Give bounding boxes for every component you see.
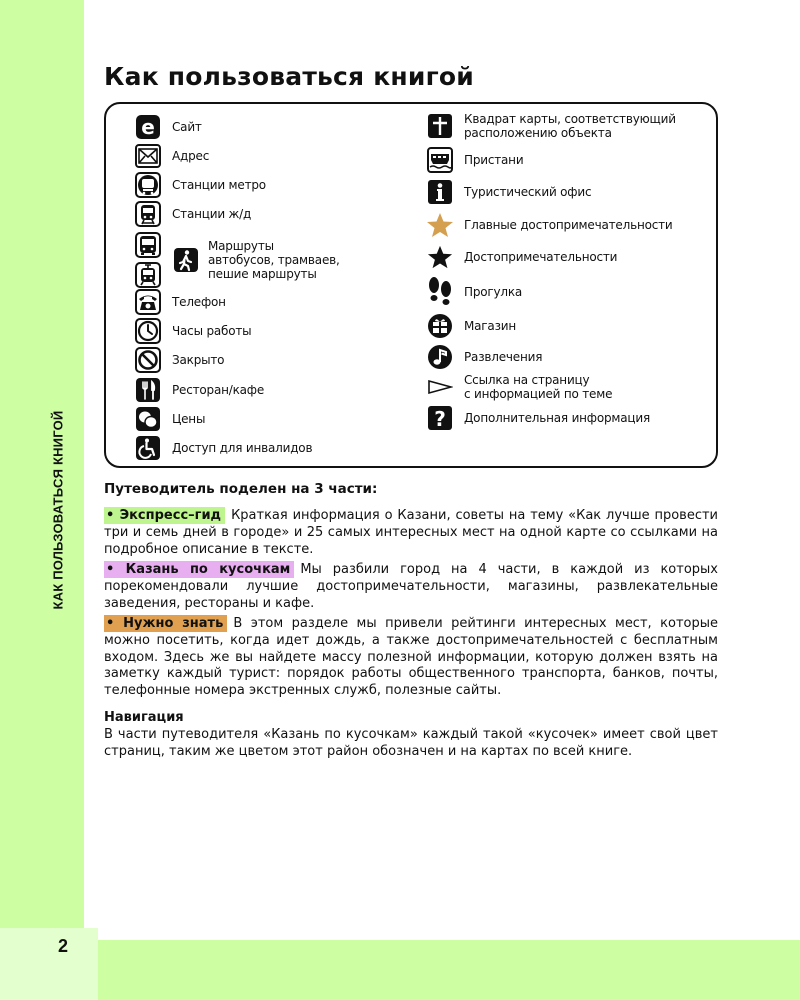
- section-tag: • Экспресс–гид: [104, 507, 225, 524]
- star-icon: [426, 244, 454, 270]
- legend-item-hours: [134, 318, 251, 344]
- clock-icon: [134, 318, 162, 344]
- legend-item-info: [426, 179, 591, 205]
- question-icon: [426, 405, 454, 431]
- legend-item-site: [134, 114, 202, 140]
- coins-icon: [134, 406, 162, 432]
- legend-label: Маршруты: [208, 239, 274, 253]
- map-square-icon: [426, 113, 454, 139]
- side-color-strip: [0, 0, 84, 1000]
- section-text: В этом разделе мы привели рейтинги интересных мест, которые можно посетить, когда идет дождь, а также достопримечательностей с бесплатным входом. Здесь же вы найдете массу полезной информации, которую должен взять на заметку каждый турист: порядок работы общественного транспорта, банков, почты, телефонные номера экстренных служб, полезные сайты.: [104, 616, 718, 699]
- legend-label: автобусов, трамваев,: [208, 253, 340, 267]
- legend-label: Развлечения: [464, 350, 543, 364]
- legend-label: Главные достопримечательности: [464, 218, 673, 232]
- legend-item-prices: [134, 406, 205, 432]
- legend-item-rail: [134, 201, 251, 227]
- legend-item-shop: [426, 313, 516, 339]
- tram-icon: [134, 261, 162, 289]
- legend-label: Телефон: [172, 295, 226, 309]
- guide-parts-heading: Путеводитель поделен на 3 части:: [104, 481, 378, 497]
- legend-item-closed: [134, 347, 224, 373]
- legend-label: Часы работы: [172, 324, 252, 338]
- bottom-color-band: [84, 940, 800, 1000]
- page-link-icon: [426, 374, 454, 400]
- section-kazan-pieces: [104, 562, 718, 612]
- legend-label: Прогулка: [464, 285, 523, 299]
- legend-item-entertainment: [426, 344, 542, 370]
- svg-text:?: ?: [434, 407, 446, 431]
- section-express-guide: [104, 508, 718, 558]
- legend-item-sights: [426, 244, 617, 270]
- music-note-icon: [426, 344, 454, 370]
- page-number: 2: [58, 936, 69, 956]
- legend-item-page-link: [426, 373, 612, 401]
- routes-icon: [134, 231, 162, 289]
- section-text: Краткая информация о Казани, советы на тему «Как лучше провести три и семь дней в городе» и 25 самых интересных мест на одной карте со ссылками на подробное описание в тексте.: [104, 508, 718, 557]
- side-section-title: КАК ПОЛЬЗОВАТЬСЯ КНИГОЙ: [50, 410, 66, 610]
- navigation-section: [104, 710, 718, 760]
- section-text: Мы разбили город на 4 части, в каждой из которых порекомендовали лучшие достопримечательности, магазины, развлекательные заведения, рестораны и кафе.: [104, 562, 718, 611]
- metro-train-icon: [134, 172, 162, 198]
- walking-icon: [172, 247, 200, 273]
- info-icon: [426, 179, 454, 205]
- legend-item-metro: [134, 172, 266, 198]
- legend-label: Сайт: [172, 120, 202, 134]
- legend-label: Магазин: [464, 319, 516, 333]
- legend-item-accessibility: [134, 435, 312, 461]
- legend-item-main-sights: [426, 212, 673, 238]
- rail-train-icon: [134, 201, 162, 227]
- legend-label: Цены: [172, 412, 206, 426]
- footprints-icon: [426, 276, 454, 308]
- icon-legend: [104, 102, 718, 468]
- legend-item-phone: [134, 289, 226, 315]
- navigation-text: В части путеводителя «Казань по кусочкам» каждый такой «кусочек» имеет свой цвет страниц, таким же цветом этот район обозначен и на картах по всей книге.: [104, 726, 718, 759]
- legend-label: Туристический офис: [464, 185, 592, 199]
- page-corner: [0, 928, 98, 1000]
- envelope-icon: [134, 143, 162, 169]
- legend-label: расположению объекта: [464, 126, 612, 140]
- legend-label: Ресторан/кафе: [172, 383, 265, 397]
- page-title: Как пользоваться книгой: [104, 62, 474, 91]
- legend-label: Адрес: [172, 149, 210, 163]
- navigation-title: Навигация: [104, 710, 184, 725]
- legend-label: Доступ для инвалидов: [172, 441, 313, 455]
- svg-text:e: e: [141, 115, 155, 139]
- closed-icon: [134, 347, 162, 373]
- legend-item-more-info: [426, 405, 650, 431]
- legend-label: Квадрат карты, соответствующий: [464, 112, 676, 126]
- legend-label: Закрыто: [172, 353, 225, 367]
- legend-item-routes: [134, 231, 340, 289]
- legend-item-pier: [426, 147, 523, 173]
- legend-item-restaurant: [134, 377, 264, 403]
- legend-label: Ссылка на страницу: [464, 373, 590, 387]
- gift-icon: [426, 313, 454, 339]
- legend-label: Станции метро: [172, 178, 266, 192]
- pier-icon: [426, 147, 454, 173]
- section-tag: • Нужно знать: [104, 615, 227, 632]
- telephone-icon: [134, 289, 162, 315]
- legend-item-walk: [426, 276, 522, 308]
- e-site-icon: [134, 114, 162, 140]
- section-need-to-know: [104, 616, 718, 700]
- legend-label: пешие маршруты: [208, 267, 317, 281]
- restaurant-icon: [134, 377, 162, 403]
- legend-label: Станции ж/д: [172, 207, 252, 221]
- legend-item-address: [134, 143, 209, 169]
- wheelchair-icon: [134, 435, 162, 461]
- section-tag: • Казань по кусочкам: [104, 561, 294, 578]
- legend-item-map-square: [426, 112, 676, 140]
- main-star-icon: [426, 212, 454, 238]
- legend-label: Достопримечательности: [464, 250, 618, 264]
- legend-label: Пристани: [464, 153, 524, 167]
- bus-icon: [134, 231, 162, 259]
- legend-label: с информацией по теме: [464, 387, 613, 401]
- legend-label: Дополнительная информация: [464, 411, 651, 425]
